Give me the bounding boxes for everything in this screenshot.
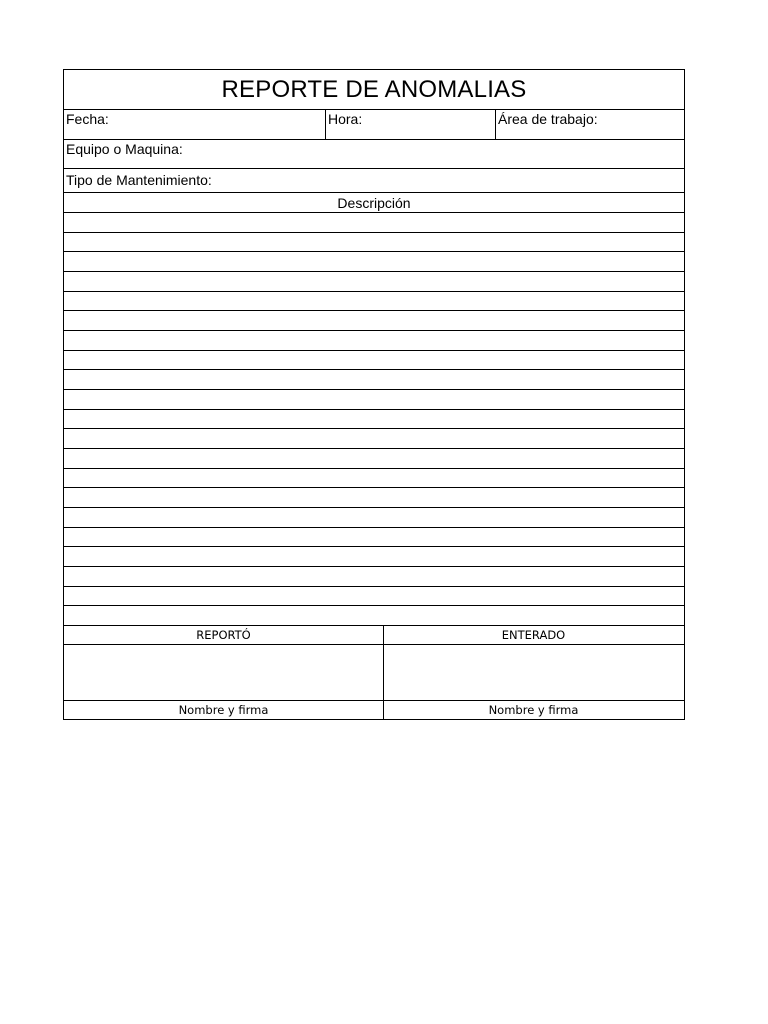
description-line[interactable]	[64, 390, 684, 410]
description-line[interactable]	[64, 233, 684, 253]
description-line[interactable]	[64, 508, 684, 528]
hora-field-label: Hora:	[328, 111, 363, 127]
description-line[interactable]	[64, 567, 684, 587]
signature-header-row	[64, 626, 684, 645]
description-line[interactable]	[64, 547, 684, 567]
anomaly-report-form	[63, 69, 685, 720]
divider	[383, 645, 384, 700]
date-time-area-row	[64, 110, 684, 140]
description-line[interactable]	[64, 252, 684, 272]
reporto-name-signature-label: Nombre y firma	[178, 703, 269, 717]
description-line[interactable]	[64, 606, 684, 626]
description-line[interactable]	[64, 213, 684, 233]
equipo-row	[64, 140, 684, 169]
fecha-field-label: Fecha:	[66, 111, 109, 127]
reporto-header: REPORTÓ	[196, 628, 251, 642]
description-line[interactable]	[64, 311, 684, 331]
description-line[interactable]	[64, 410, 684, 430]
description-line[interactable]	[64, 370, 684, 390]
description-line[interactable]	[64, 488, 684, 508]
description-line[interactable]	[64, 331, 684, 351]
description-line[interactable]	[64, 292, 684, 312]
description-header-row	[64, 193, 684, 213]
description-line[interactable]	[64, 587, 684, 607]
enterado-header: ENTERADO	[501, 628, 566, 642]
tipo-row	[64, 169, 684, 193]
description-line[interactable]	[64, 272, 684, 292]
description-line[interactable]	[64, 449, 684, 469]
signature-footer-row	[64, 701, 684, 719]
description-line[interactable]	[64, 469, 684, 489]
description-line[interactable]	[64, 528, 684, 548]
description-line[interactable]	[64, 351, 684, 371]
enterado-name-signature-label: Nombre y firma	[488, 703, 579, 717]
form-title-text: REPORTE DE ANOMALIAS	[221, 75, 527, 103]
signature-space-row	[64, 645, 684, 701]
form-title	[64, 70, 684, 110]
tipo-field-label: Tipo de Mantenimiento:	[66, 172, 212, 188]
equipo-field-label: Equipo o Maquina:	[66, 141, 183, 157]
area-field-label: Área de trabajo:	[498, 111, 598, 127]
description-line[interactable]	[64, 429, 684, 449]
description-header: Descripción	[337, 194, 411, 211]
